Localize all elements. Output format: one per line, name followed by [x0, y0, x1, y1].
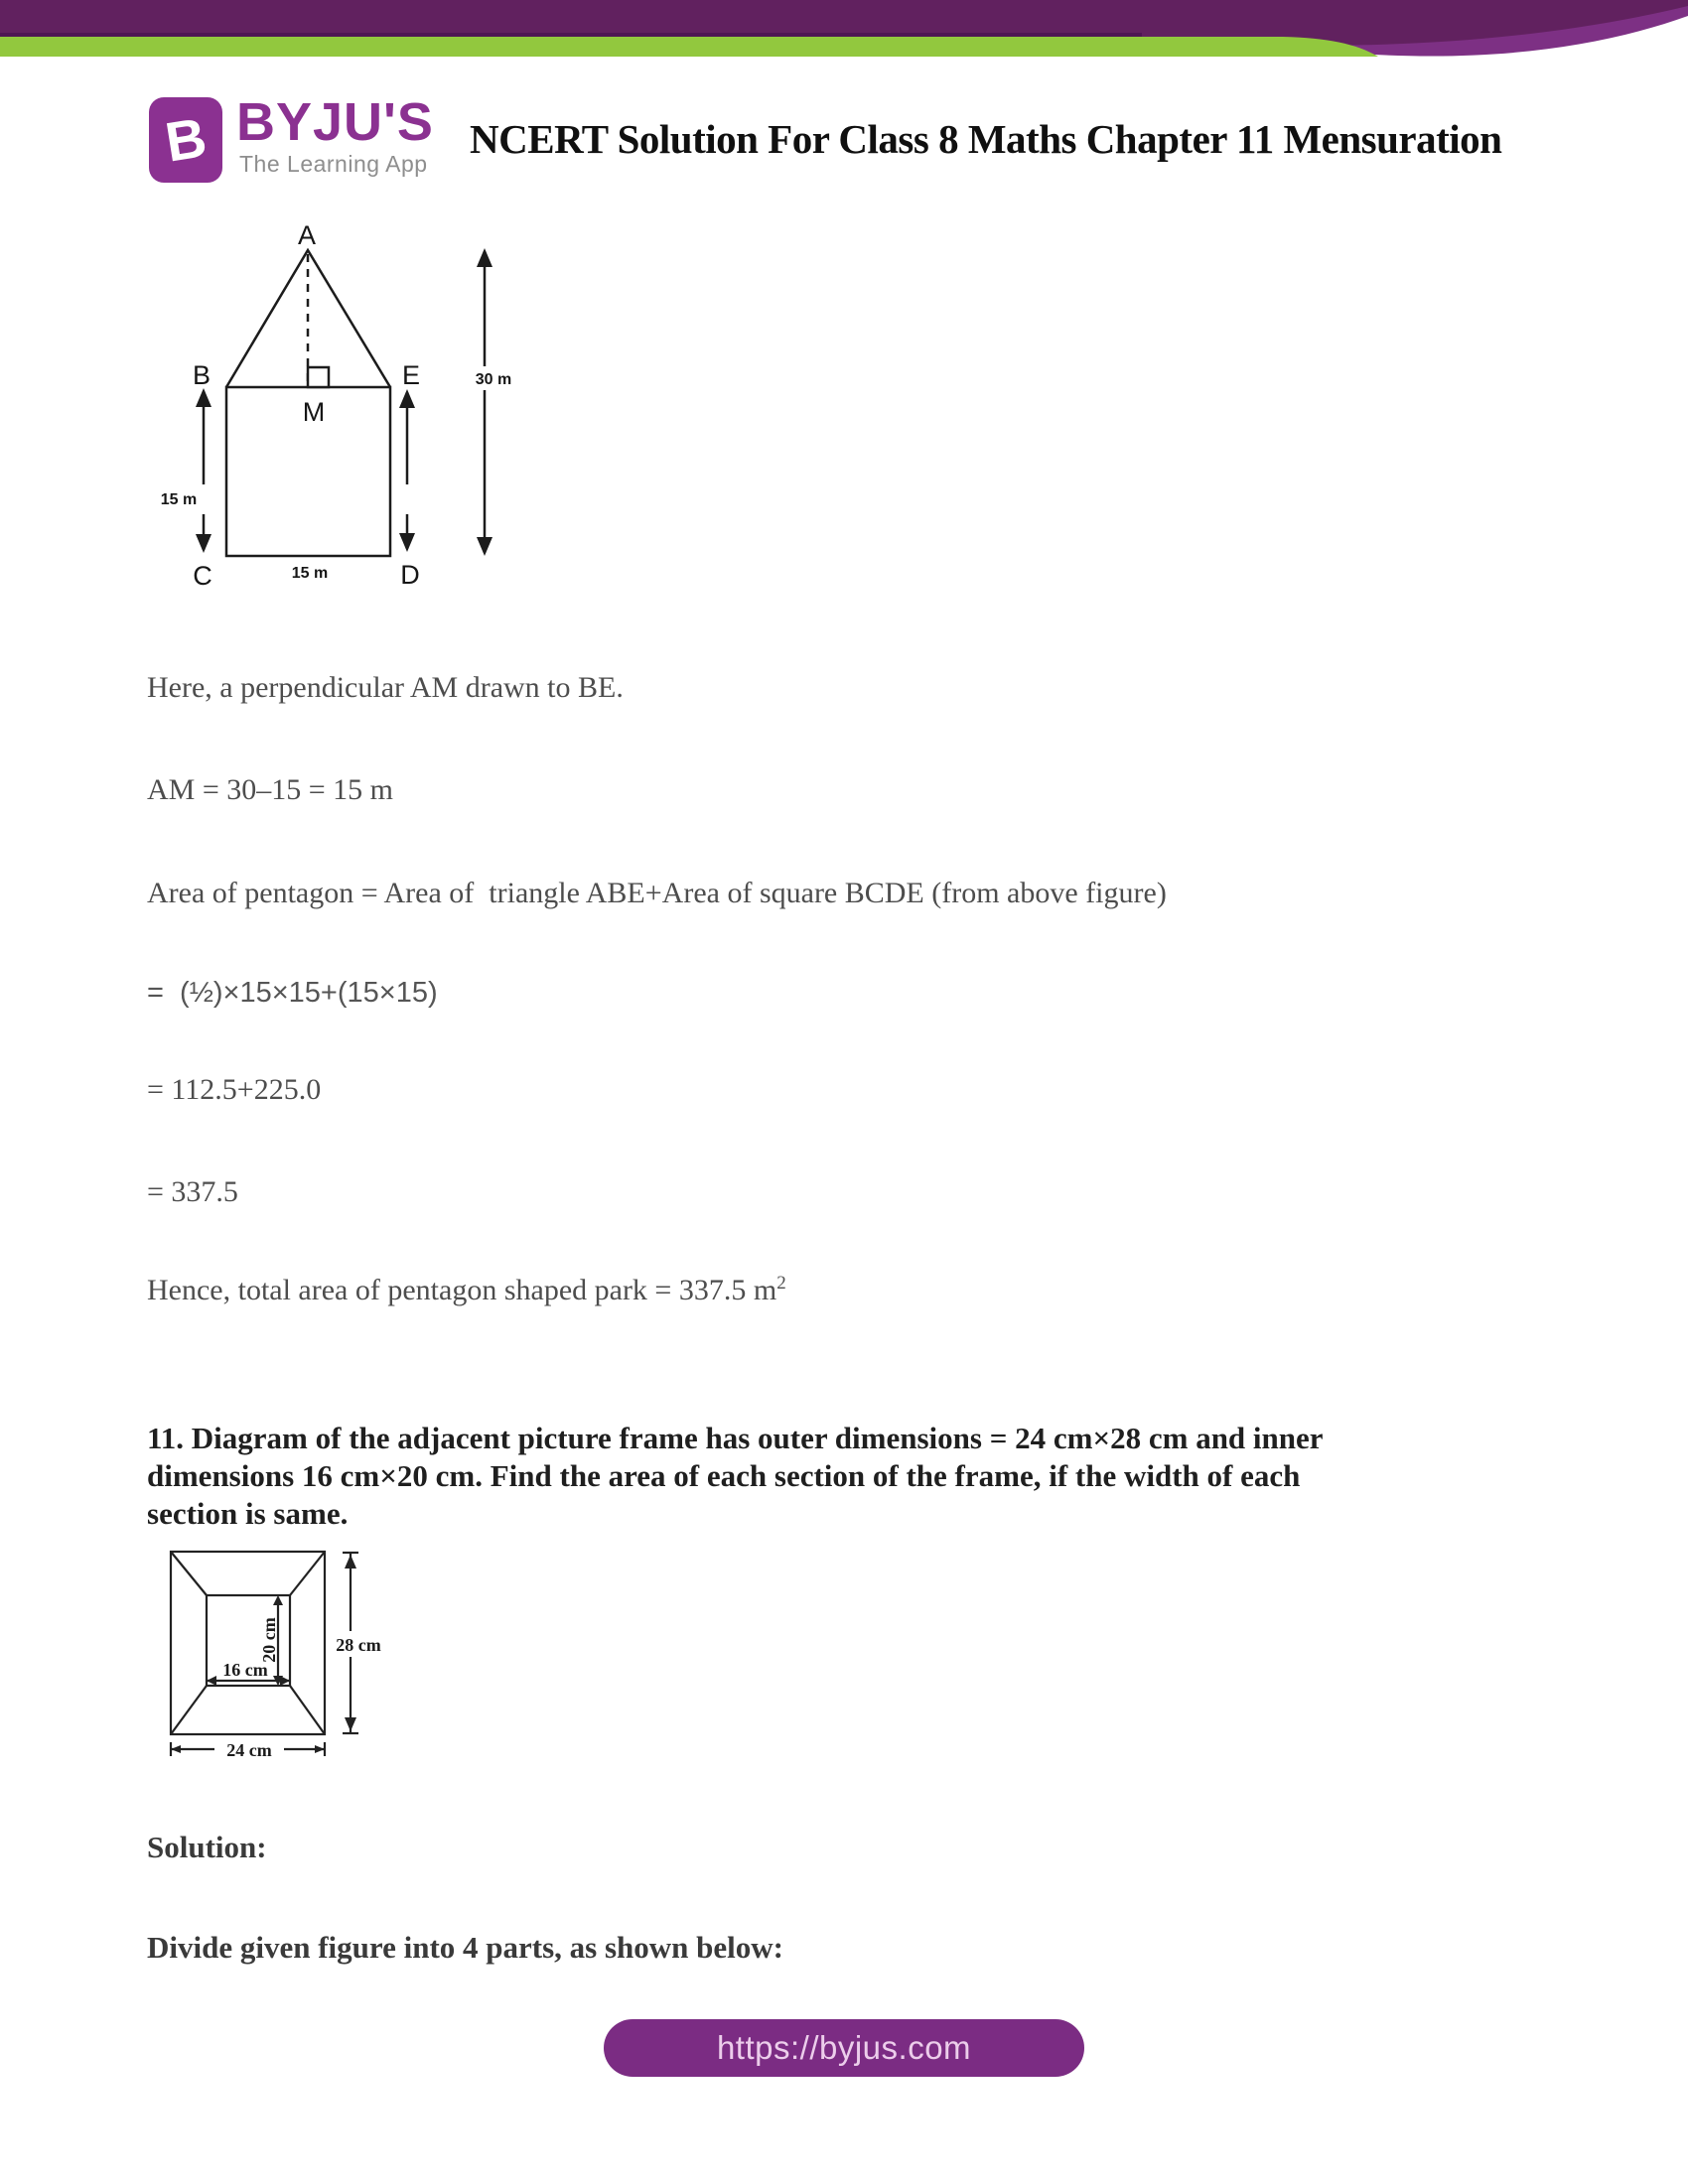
- byjus-logo: [149, 92, 487, 185]
- pentagon-park-figure: [139, 199, 576, 606]
- vertex-label-b: B: [192, 360, 211, 390]
- dim-label-inner-height: 20 cm: [259, 1617, 279, 1663]
- question-line: 11. Diagram of the adjacent picture frame has outer dimensions = 24 cm×28 cm and inner: [147, 1421, 1324, 1455]
- question-line: dimensions 16 cm×20 cm. Find the area of each section of the frame, if the width of each: [147, 1458, 1301, 1493]
- byjus-url-label: https://byjus.com: [716, 2029, 972, 2066]
- solution-step: = 112.5+225.0: [147, 1073, 322, 1106]
- question-line: section is same.: [147, 1496, 349, 1531]
- vertex-label-e: E: [401, 360, 421, 390]
- conclusion-line: [147, 1274, 786, 1307]
- solution-step-formula: = (½)×15×15+(15×15): [147, 977, 438, 1009]
- solution-step: Area of pentagon = Area of triangle ABE+Area of square BCDE (from above figure): [147, 877, 1167, 909]
- vertex-label-c: C: [193, 561, 212, 591]
- vertex-label-a: A: [297, 220, 317, 250]
- solution-step: = 337.5: [147, 1175, 238, 1208]
- header-wave-decoration: [0, 0, 1688, 69]
- byjus-logo-mark-icon: [149, 97, 222, 183]
- page-title: NCERT Solution For Class 8 Maths Chapter 11 Mensuration: [470, 116, 1502, 162]
- logo-letter: B: [161, 105, 211, 174]
- conclusion-superscript: 2: [776, 1273, 786, 1294]
- solution-label: Solution:: [147, 1830, 267, 1864]
- vertex-label-m: M: [302, 397, 326, 427]
- solution-step: AM = 30–15 = 15 m: [147, 773, 394, 806]
- dim-label-left-15m: 15 m: [160, 491, 198, 508]
- dim-label-outer-height: 28 cm: [336, 1635, 381, 1655]
- conclusion-text: Hence, total area of pentagon shaped park = 337.5 m: [147, 1274, 777, 1306]
- question-11: [147, 1420, 1567, 1533]
- brand-tagline: The Learning App: [239, 151, 428, 177]
- dim-label-inner-width: 16 cm: [222, 1660, 268, 1680]
- solution-step: Here, a perpendicular AM drawn to BE.: [147, 671, 624, 704]
- dim-label-outer-width: 24 cm: [226, 1740, 272, 1760]
- right-angle-marker: [308, 367, 329, 387]
- vertex-label-d: D: [400, 560, 420, 590]
- divide-note: Divide given figure into 4 parts, as shown below:: [147, 1930, 783, 1965]
- byjus-url-button[interactable]: [604, 2019, 1084, 2077]
- picture-frame-figure: [149, 1544, 437, 1772]
- brand-name: BYJU'S: [236, 92, 434, 152]
- dim-label-right-30m: 30 m: [475, 371, 512, 388]
- dim-label-bottom-15m: 15 m: [291, 565, 329, 582]
